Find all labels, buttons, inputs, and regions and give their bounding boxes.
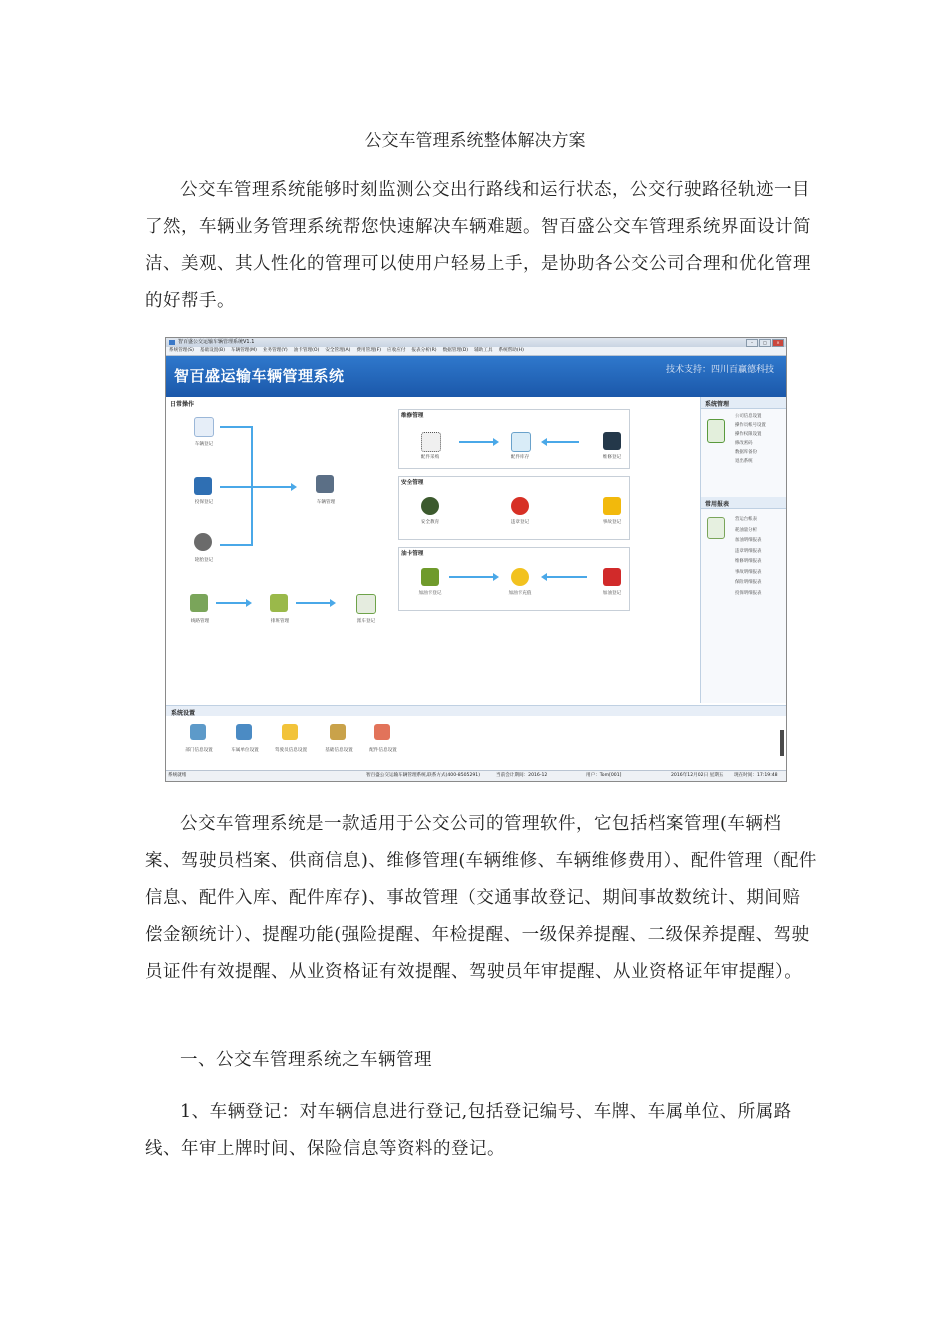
menu-item[interactable]: 费用管理(F)	[356, 348, 382, 353]
window-controls	[746, 339, 784, 347]
fuelcard-recharge-label: 加油卡充值	[508, 591, 532, 596]
status-period: 当前会计期间：2016-12	[496, 773, 548, 778]
vehicle-register-paragraph	[145, 1094, 817, 1168]
section-heading	[145, 1042, 817, 1079]
dispatch-register-icon[interactable]	[356, 594, 376, 614]
app-banner	[166, 356, 786, 397]
status-time: 现在时间：17:19:48	[734, 773, 778, 778]
system-settings-band	[166, 706, 786, 716]
unit-settings-label: 车属单位设置	[231, 748, 259, 753]
overview-text: 公交车管理系统是一款适用于公交公司的管理软件，它包括档案管理(车辆档案、驾驶员档案、供商信息)、维修管理(车辆维修、车辆维修费用）、配件管理（配件信息、配件入库、配件库存)、事故管理（交通事故登记、期间事故数统计、期间赔偿金额统计）、提醒功能(强险提醒、年检提醒、一级保养提醒、二级保养提醒、驾驶员证件有效提醒、从业资格证有效提醒、驾驶员年审提醒、从业资格证年审提醒）。	[145, 814, 817, 982]
fuelcard-panel	[398, 547, 630, 611]
repair-panel	[398, 409, 630, 469]
parts-settings-label: 配件信息设置	[369, 748, 397, 753]
fuelcard-label: 油卡管理	[401, 551, 424, 557]
vehicle-register-icon[interactable]	[194, 417, 214, 437]
status-ready: 系统就绪	[168, 773, 187, 778]
vehicle-manage-label: 车辆管理	[316, 500, 336, 505]
menu-item[interactable]: 系统帮助(H)	[498, 348, 524, 353]
right-panel	[700, 397, 787, 703]
basic-settings-label: 基础信息设置	[325, 748, 353, 753]
scroll-handle[interactable]	[780, 730, 784, 756]
report-item[interactable]: 维修明细报表	[735, 559, 762, 564]
system-mgmt-item[interactable]: 公司信息设置	[735, 414, 762, 419]
main-area	[166, 397, 786, 703]
vehicle-manage-icon[interactable]	[316, 475, 334, 493]
system-mgmt-label: 系统管理	[705, 401, 730, 408]
status-user: 用户：Tom[001]	[586, 773, 622, 778]
window-titlebar	[166, 338, 786, 347]
system-mgmt-item[interactable]: 数据库备份	[735, 450, 757, 455]
daily-ops-panel	[166, 397, 698, 703]
accident-register-label: 事故登记	[602, 520, 622, 525]
app-icon	[169, 340, 175, 345]
document-title: 公交车管理系统整体解决方案	[364, 131, 586, 151]
parts-stock-icon[interactable]	[511, 432, 531, 452]
repair-label: 维修管理	[401, 413, 424, 419]
route-manage-icon[interactable]	[190, 594, 208, 612]
connector-line	[296, 602, 330, 604]
system-mgmt-item[interactable]: 退出系统	[735, 459, 753, 464]
report-item[interactable]: 营运台帐表	[735, 517, 757, 522]
arrow-right-icon	[330, 599, 336, 607]
app-screenshot	[165, 337, 787, 782]
tire-register-label: 轮胎登记	[194, 558, 214, 563]
connector-line	[547, 576, 587, 578]
violation-register-icon[interactable]	[511, 497, 529, 515]
system-mgmt-item[interactable]: 操作权限设置	[735, 432, 762, 437]
system-settings-panel	[166, 705, 786, 768]
schedule-manage-icon[interactable]	[270, 594, 288, 612]
menu-bar	[166, 347, 786, 356]
menu-item[interactable]: 报表分析(R)	[411, 348, 437, 353]
tire-register-icon[interactable]	[194, 533, 212, 551]
connector-line	[251, 426, 253, 546]
system-mgmt-icon	[707, 419, 725, 443]
status-date: 2016年12月02日 星期五	[671, 773, 724, 778]
reports-label: 常用报表	[705, 501, 730, 508]
department-settings-icon[interactable]	[190, 724, 206, 740]
insurance-register-label: 投保登记	[194, 500, 214, 505]
department-settings-label: 部门信息设置	[185, 748, 213, 753]
app-name: 智百盛运输车辆管理系统	[174, 367, 345, 385]
connector-line	[547, 441, 579, 443]
connector-line	[449, 576, 493, 578]
safety-label: 安全管理	[401, 480, 424, 486]
parts-stock-label: 配件库存	[510, 455, 530, 460]
connector-line	[220, 426, 252, 428]
repair-register-label: 维修登记	[602, 455, 622, 460]
menu-item[interactable]: 安全管理(A)	[325, 348, 351, 353]
safety-education-icon[interactable]	[421, 497, 439, 515]
parts-purchase-icon[interactable]	[421, 432, 441, 452]
refuel-register-label: 加油登记	[602, 591, 622, 596]
reports-icon	[707, 517, 725, 539]
vehicle-register-label: 车辆登记	[194, 442, 214, 447]
unit-settings-icon[interactable]	[236, 724, 252, 740]
menu-item[interactable]: 数据管理(D)	[442, 348, 469, 353]
report-item[interactable]: 投保明细报表	[735, 590, 762, 596]
schedule-manage-label: 排班管理	[270, 619, 290, 624]
vehicle-register-text: 1、车辆登记：对车辆信息进行登记,包括登记编号、车牌、车属单位、所属路线、年审上牌时间、保险信息等资料的登记。	[145, 1102, 792, 1159]
system-mgmt-item[interactable]: 修改密码	[735, 441, 753, 446]
driver-settings-label: 驾驶员信息设置	[274, 748, 308, 753]
menu-item[interactable]: 油卡管理(O)	[293, 348, 320, 353]
status-bar	[166, 770, 786, 781]
safety-panel	[398, 476, 630, 540]
fuelcard-recharge-icon[interactable]	[511, 568, 529, 586]
minimize-icon[interactable]: –	[746, 339, 758, 347]
reports-list	[735, 515, 761, 599]
driver-settings-icon[interactable]	[282, 724, 298, 740]
report-item[interactable]: 耗油量分析	[735, 527, 757, 533]
maximize-icon[interactable]: □	[759, 339, 771, 347]
menu-item[interactable]: 车辆管理(M)	[231, 348, 257, 353]
refuel-register-icon[interactable]	[603, 568, 621, 586]
route-manage-label: 线路管理	[190, 619, 210, 624]
menu-item[interactable]: 业务管理(Y)	[262, 348, 288, 353]
status-contact: 智百盛公交运输车辆管理系统,联系方式(400-8505291)	[366, 773, 481, 778]
safety-education-label: 安全教育	[420, 520, 440, 525]
menu-item[interactable]: 应收应付	[387, 348, 406, 353]
fuelcard-register-label: 加油卡登记	[418, 591, 442, 596]
repair-register-icon[interactable]	[603, 432, 621, 450]
report-item[interactable]: 违章明细报表	[735, 548, 762, 554]
connector-line	[216, 602, 246, 604]
fuelcard-register-icon[interactable]	[421, 568, 439, 586]
system-mgmt-item[interactable]: 操作员帐号设置	[735, 423, 766, 428]
support-text: 技术支持：四川百赢德科技	[665, 365, 774, 375]
arrow-right-icon	[291, 483, 297, 491]
system-settings-label: 系统设置	[171, 710, 196, 717]
parts-settings-icon[interactable]	[374, 724, 390, 740]
arrow-right-icon	[493, 573, 499, 581]
overview-paragraph	[145, 806, 817, 991]
basic-settings-icon[interactable]	[330, 724, 346, 740]
dispatch-register-label: 派车登记	[356, 619, 376, 624]
connector-line	[220, 544, 252, 546]
report-item[interactable]: 保险明细报表	[735, 580, 762, 585]
menu-item[interactable]: 辅助工具	[474, 348, 493, 353]
connector-line	[459, 441, 493, 443]
section-heading-text: 一、公交车管理系统之车辆管理	[180, 1050, 432, 1070]
arrow-right-icon	[493, 438, 499, 446]
parts-purchase-label: 配件采购	[420, 455, 440, 460]
intro-text: 公交车管理系统能够时刻监测公交出行路线和运行状态，公交行驶路径轨迹一目了然，车辆业务管理系统帮您快速解决车辆难题。智百盛公交车管理系统界面设计简洁、美观、其人性化的管理可以使用户轻易上手，是协助各公交公司合理和优化管理的好帮手。	[145, 180, 811, 311]
arrow-right-icon	[246, 599, 252, 607]
violation-register-label: 违章登记	[510, 520, 530, 525]
menu-item[interactable]: 基础设置(B)	[199, 348, 226, 353]
connector-line	[220, 486, 291, 488]
close-icon[interactable]: ×	[772, 339, 784, 347]
system-mgmt-list	[735, 412, 766, 466]
insurance-register-icon[interactable]	[194, 477, 212, 495]
menu-item[interactable]: 系统管理(S)	[169, 348, 194, 353]
report-item[interactable]: 事故明细报表	[735, 569, 762, 575]
report-item[interactable]: 加油明细报表	[735, 538, 762, 543]
intro-paragraph	[145, 172, 817, 320]
window-title: 智百盛公交运输车辆管理系统V1.1	[178, 339, 255, 345]
accident-register-icon[interactable]	[603, 497, 621, 515]
daily-ops-label: 日常操作	[170, 401, 195, 408]
